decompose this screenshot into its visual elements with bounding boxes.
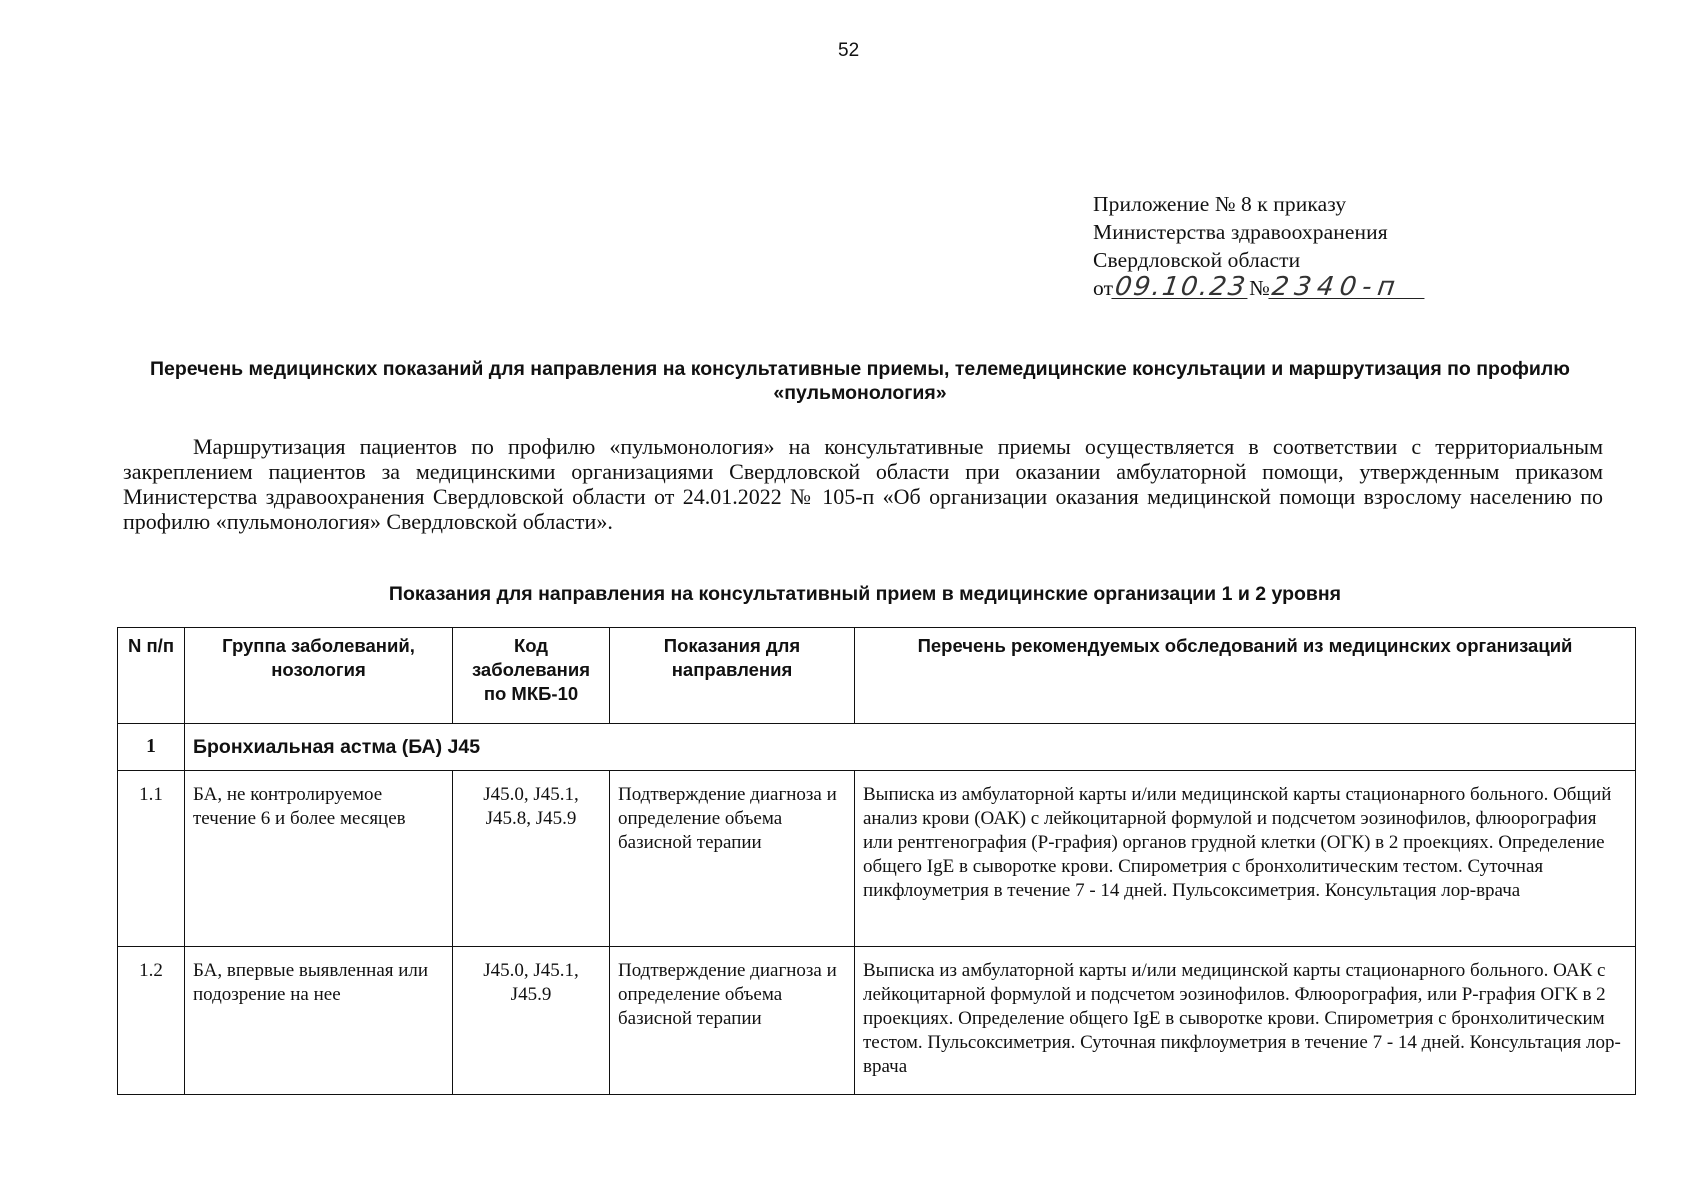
appendix-block — [1093, 190, 1426, 302]
table-header-row — [118, 628, 1636, 724]
row-indication: Подтверждение диагноза и определение объема базисной терапии — [610, 947, 855, 1095]
row-indication: Подтверждение диагноза и определение объема базисной терапии — [610, 771, 855, 947]
row-number: 1.2 — [118, 947, 185, 1095]
row-examinations: Выписка из амбулаторной карты и/или медицинской карты стационарного больного. Общий анализ крови (ОАК) с лейкоцитарной формулой и подсчетом эозинофилов, флюорография или рентгенография (Р-графия) органов грудной клетки (ОГК) в 2 проекциях. Определение общего IgE в сыворотке крови. Спирометрия с бронхолитическим тестом. Суточная пикфлоуметрия в течение 7 - 14 дней. Пульсоксиметрия. Консультация лор-врача — [855, 771, 1636, 947]
row-disease: БА, впервые выявленная или подозрение на нее — [185, 947, 453, 1095]
number-prefix: № — [1249, 276, 1270, 300]
table-row — [118, 771, 1636, 947]
header-number: N п/п — [118, 628, 185, 724]
intro-paragraph: Маршрутизация пациентов по профилю «пульмонология» на консультативные приемы осуществляется в соответствии с территориальным закреплением пациентов за медицинскими организациями Свердловской области при оказании амбулаторной помощи, утвержденным приказом Министерства здравоохранения Свердловской области от 24.01.2022 № 105-п «Об организации оказания медицинской помощи взрослому населению по профилю «пульмонология» Свердловской области». — [123, 434, 1603, 534]
indications-table — [117, 627, 1636, 1095]
page-number: 52 — [838, 40, 860, 61]
group-title: Бронхиальная астма (БА) J45 — [185, 724, 1636, 771]
header-examinations: Перечень рекомендуемых обследований из медицинских организаций — [855, 628, 1636, 724]
table-group-row — [118, 724, 1636, 771]
row-disease: БА, не контролируемое течение 6 и более месяцев — [185, 771, 453, 947]
appendix-order-reference — [1093, 274, 1426, 302]
row-icd-codes: J45.0, J45.1, J45.8, J45.9 — [453, 771, 610, 947]
group-number: 1 — [118, 724, 185, 771]
row-examinations: Выписка из амбулаторной карты и/или медицинской карты стационарного больного. ОАК с лейкоцитарной формулой и подсчетом эозинофилов. Флюорография, или Р-графия ОГК в 2 проекциях. Определение общего IgE в сыворотке крови. Спирометрия с бронхолитическим тестом. Пульсоксиметрия. Суточная пикфлоуметрия в течение 7 - 14 дней. Консультация лор-врача — [855, 947, 1636, 1095]
header-indications: Показания для направления — [610, 628, 855, 724]
document-title: Перечень медицинских показаний для направления на консультативные приемы, телемедицинские консультации и маршрутизация по профилю «пульмонология» — [150, 358, 1570, 404]
handwritten-order-number: 2340-п — [1268, 276, 1427, 299]
row-number: 1.1 — [118, 771, 185, 947]
section-title: Показания для направления на консультативный прием в медицинские организации 1 и 2 уровня — [388, 583, 1342, 605]
header-disease-group: Группа заболеваний, нозология — [185, 628, 453, 724]
handwritten-date: 09.10.23 — [1113, 272, 1250, 302]
appendix-line-3: Свердловской области — [1093, 248, 1301, 272]
header-icd-code: Код заболевания по МКБ-10 — [453, 628, 610, 724]
date-prefix: от — [1093, 276, 1114, 300]
row-icd-codes: J45.0, J45.1, J45.9 — [453, 947, 610, 1095]
appendix-line-2: Министерства здравоохранения — [1093, 220, 1388, 244]
appendix-line-1: Приложение № 8 к приказу — [1093, 192, 1347, 216]
table-row — [118, 947, 1636, 1095]
